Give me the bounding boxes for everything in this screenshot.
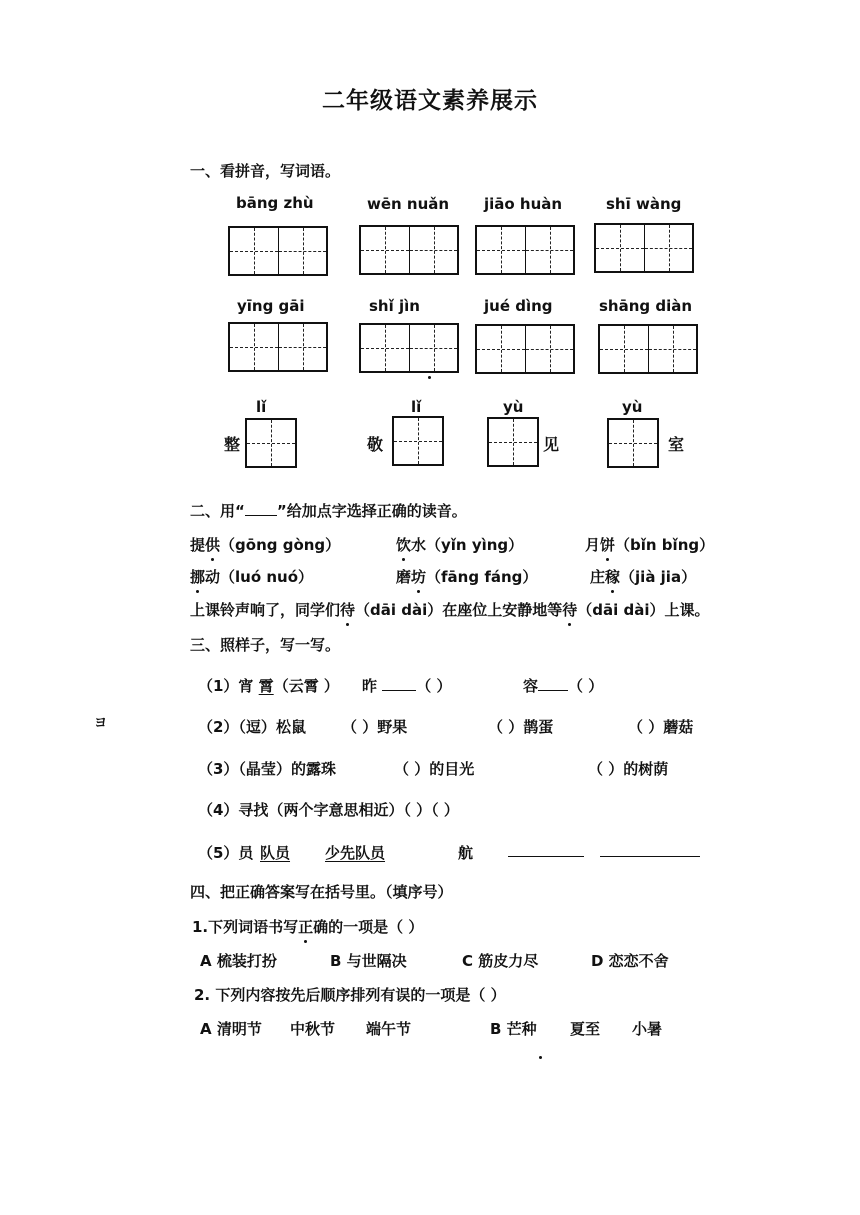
question-3-blank: （ ）的目光 — [394, 760, 475, 778]
question-row: 磨坊（fāng fáng） — [396, 568, 538, 586]
question-4: （4）寻找（两个字意思相近）（ ）（ ） — [198, 801, 459, 819]
question-3-blank: （ ）的树荫 — [588, 760, 669, 778]
question-3: （3）（晶莹）的露珠 — [198, 760, 336, 778]
mc-option[interactable]: B 芒种 — [490, 1020, 537, 1038]
mc-option[interactable]: A 梳装打扮 — [200, 952, 277, 970]
mc-option-item: 夏至 — [570, 1020, 601, 1038]
pinyin-label: yù — [622, 398, 643, 416]
question-5-char: 航 — [458, 844, 474, 862]
question-1: （1）宵 霄（云霄 ） — [198, 677, 339, 695]
word-char: 见 — [543, 435, 560, 454]
writing-grid[interactable] — [228, 226, 328, 276]
question-2-blank: （ ）野果 — [342, 718, 408, 736]
question-row: 上课铃声响了，同学们待（dāi dài）在座位上安静地等待（dāi dài）上课。 — [190, 601, 710, 619]
mc-question-1: 1.下列词语书写正确的一项是（ ） — [192, 918, 424, 936]
word-char: 室 — [668, 435, 685, 454]
question-1-blank: 容 （ ） — [523, 677, 604, 695]
mc-option-item: 小暑 — [632, 1020, 663, 1038]
margin-mark: ヨ — [94, 716, 108, 731]
mc-option[interactable]: A 清明节 — [200, 1020, 262, 1038]
section-1-heading: 一、看拼音，写词语。 — [190, 162, 341, 180]
pinyin-label: lǐ — [256, 398, 267, 416]
writing-grid[interactable] — [475, 225, 575, 275]
ink-speck — [428, 376, 431, 379]
question-2-blank: （ ）蘑菇 — [628, 718, 694, 736]
word-char: 敬 — [367, 435, 384, 454]
pinyin-label: wēn nuǎn — [367, 195, 450, 213]
writing-grid[interactable] — [228, 322, 328, 372]
pinyin-label: lǐ — [411, 398, 422, 416]
mc-option-item: 中秋节 — [290, 1020, 336, 1038]
question-5: （5）员 — [198, 844, 254, 862]
answer-line[interactable] — [508, 856, 584, 857]
section-2-heading: 二、用“ ”给加点字选择正确的读音。 — [190, 502, 467, 520]
section-4-heading: 四、把正确答案写在括号里。（填序号） — [190, 883, 453, 901]
question-row: 月饼（bǐn bǐng） — [585, 536, 715, 554]
writing-grid[interactable] — [607, 418, 659, 468]
question-row: 饮水（yǐn yìng） — [396, 536, 524, 554]
mc-option[interactable]: C 筋皮力尽 — [462, 952, 539, 970]
mc-option[interactable]: B 与世隔决 — [330, 952, 407, 970]
writing-grid[interactable] — [598, 324, 698, 374]
pinyin-label: yīng gāi — [237, 297, 305, 315]
question-row: 提供（gōng gòng） — [190, 536, 341, 554]
answer-line[interactable] — [600, 856, 700, 857]
page-title: 二年级语文素养展示 — [322, 88, 538, 114]
ink-speck — [539, 1056, 542, 1059]
writing-grid[interactable] — [487, 417, 539, 467]
writing-grid[interactable] — [245, 418, 297, 468]
writing-grid[interactable] — [392, 416, 444, 466]
question-2-blank: （ ）鹊蛋 — [488, 718, 554, 736]
question-5-example: 队员 — [260, 844, 291, 862]
mc-option[interactable]: D 恋恋不舍 — [591, 952, 669, 970]
question-1-blank: 昨 （ ） — [362, 677, 452, 695]
pinyin-label: shī wàng — [606, 195, 682, 213]
question-row: 庄稼（jià jia） — [590, 568, 697, 586]
pinyin-label: jiāo huàn — [484, 195, 563, 213]
writing-grid[interactable] — [475, 324, 575, 374]
question-5-example: 少先队员 — [325, 844, 386, 862]
question-row: 挪动（luó nuó） — [190, 568, 314, 586]
mc-question-2: 2. 下列内容按先后顺序排列有误的一项是（ ） — [194, 986, 506, 1004]
section-3-heading: 三、照样子，写一写。 — [190, 636, 341, 654]
mc-option-item: 端午节 — [366, 1020, 412, 1038]
question-2: （2）（逗）松鼠 — [198, 718, 306, 736]
word-char: 整 — [224, 435, 241, 454]
pinyin-label: yù — [503, 398, 524, 416]
writing-grid[interactable] — [359, 323, 459, 373]
pinyin-label: bāng zhù — [236, 194, 314, 212]
writing-grid[interactable] — [594, 223, 694, 273]
writing-grid[interactable] — [359, 225, 459, 275]
pinyin-label: shǐ jìn — [369, 297, 420, 315]
pinyin-label: jué dìng — [484, 297, 553, 315]
pinyin-label: shāng diàn — [599, 297, 693, 315]
